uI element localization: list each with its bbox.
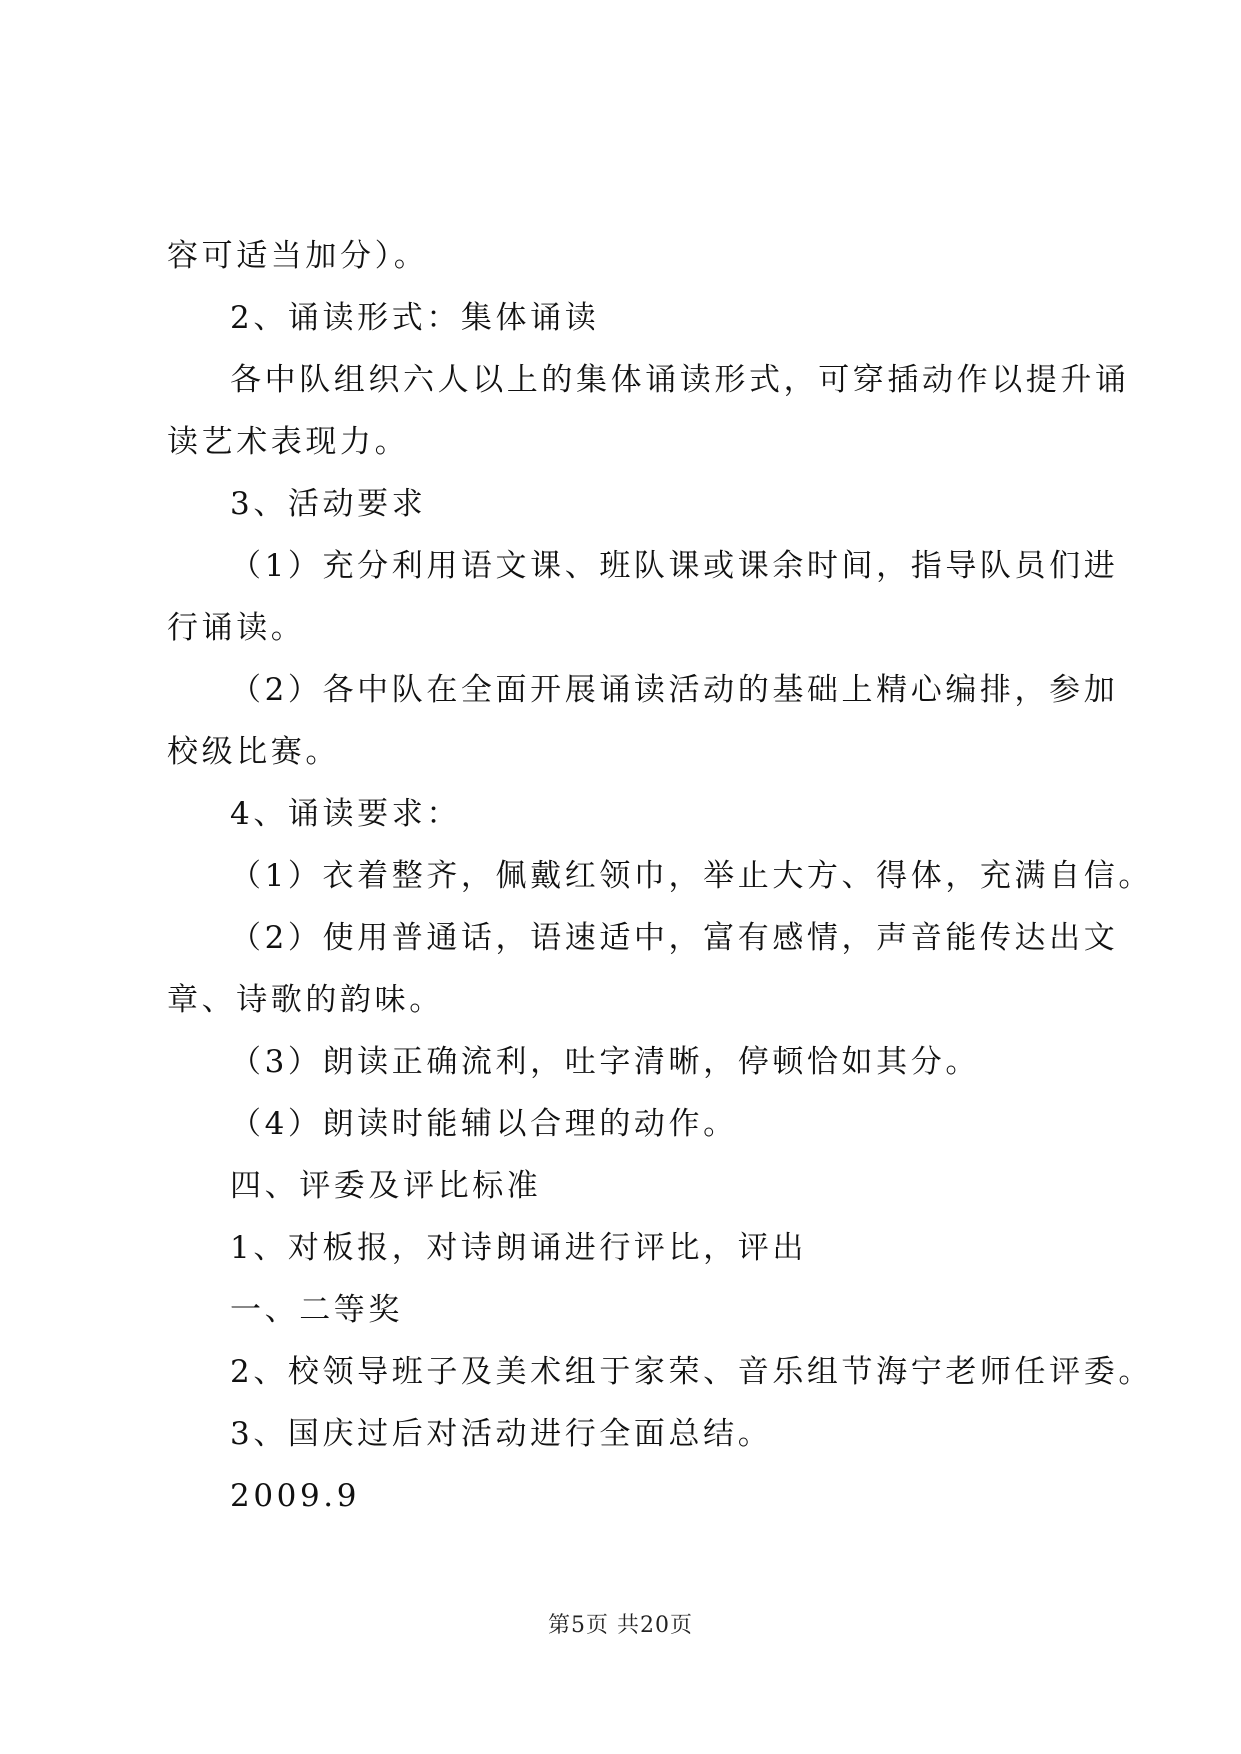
page-number-footer: 第5页 共20页 bbox=[548, 1613, 693, 1638]
body-line: 读艺术表现力。 bbox=[167, 424, 410, 460]
date-line: 2009.9 bbox=[230, 1478, 361, 1514]
body-line: 容可适当加分）。 bbox=[167, 238, 429, 274]
body-line: 行诵读。 bbox=[167, 610, 306, 646]
body-line: 一、二等奖 bbox=[230, 1292, 403, 1328]
body-line: （3）朗读正确流利，吐字清晰，停顿恰如其分。 bbox=[230, 1044, 980, 1080]
body-line: 各中队组织六人以上的集体诵读形式，可穿插动作以提升诵 bbox=[230, 362, 1130, 398]
body-line: （2）各中队在全面开展诵读活动的基础上精心编排，参加 bbox=[230, 672, 1119, 708]
body-line: 3、国庆过后对活动进行全面总结。 bbox=[230, 1416, 773, 1452]
body-line: 4、诵读要求： bbox=[230, 796, 461, 832]
section-heading: 四、评委及评比标准 bbox=[230, 1168, 542, 1204]
body-line: 章、诗歌的韵味。 bbox=[167, 982, 444, 1018]
body-line: （4）朗读时能辅以合理的动作。 bbox=[230, 1106, 738, 1142]
body-line: （2）使用普通话，语速适中，富有感情，声音能传达出文 bbox=[230, 920, 1119, 956]
body-line: （1）充分利用语文课、班队课或课余时间，指导队员们进 bbox=[230, 548, 1119, 584]
body-line: 校级比赛。 bbox=[167, 734, 340, 770]
body-line: （1）衣着整齐，佩戴红领巾，举止大方、得体，充满自信。 bbox=[230, 858, 1153, 894]
body-line: 2、诵读形式：集体诵读 bbox=[230, 300, 600, 336]
body-line: 2、校领导班子及美术组于家荣、音乐组节海宁老师任评委。 bbox=[230, 1354, 1153, 1390]
body-line: 1、对板报，对诗朗诵进行评比，评出 bbox=[230, 1230, 807, 1266]
body-line: 3、活动要求 bbox=[230, 486, 427, 522]
